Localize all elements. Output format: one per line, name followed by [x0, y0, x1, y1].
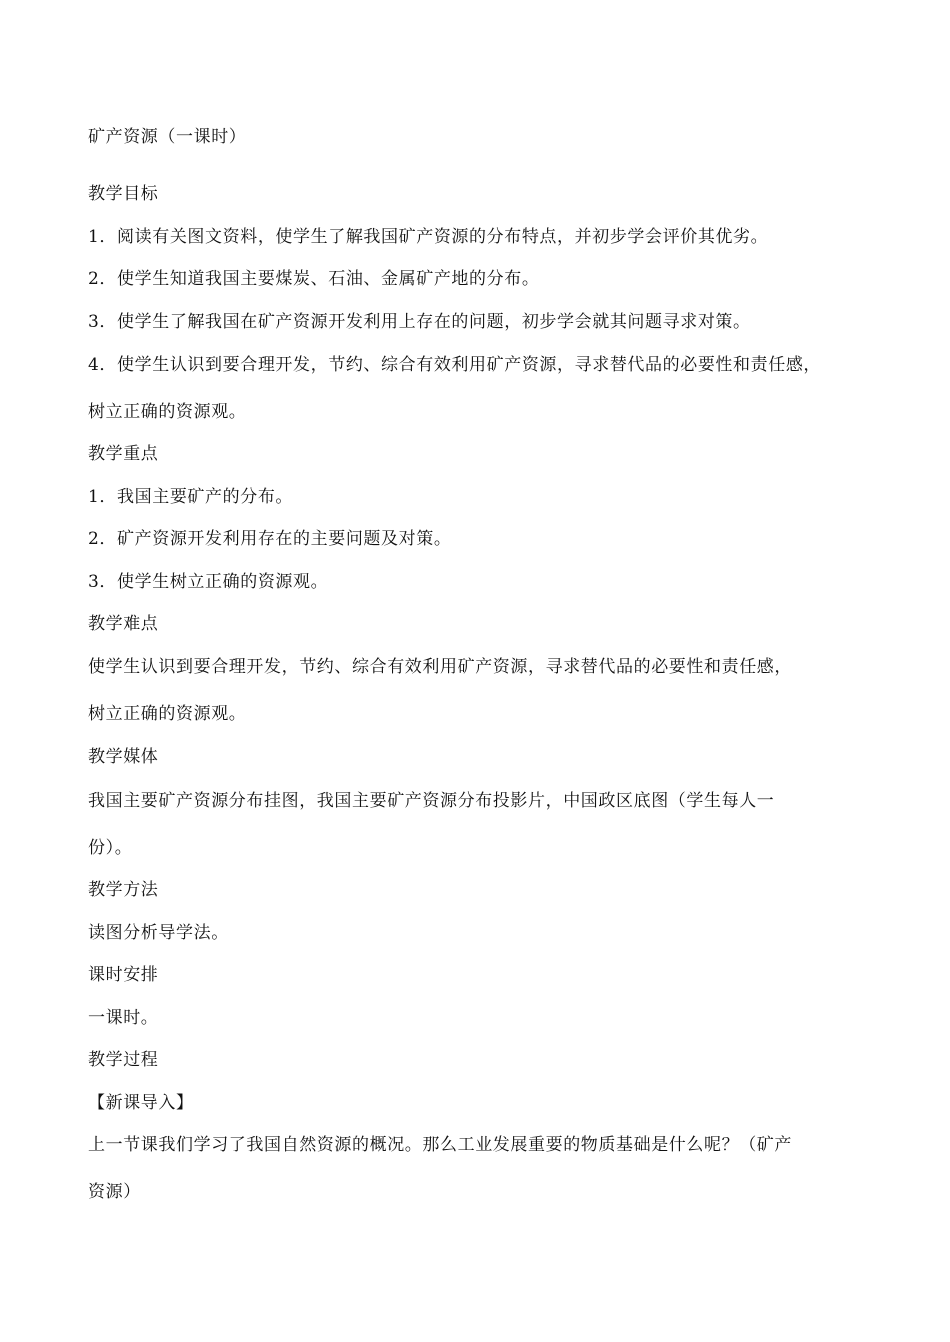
intro-text-cont: 资源） — [88, 1182, 141, 1202]
objective-item-4-cont: 树立正确的资源观。 — [88, 402, 247, 422]
objective-item-3: 3．使学生了解我国在矿产资源开发利用上存在的问题，初步学会就其问题寻求对策。 — [88, 312, 751, 332]
section-heading-key-points: 教学重点 — [88, 444, 159, 464]
objective-item-2: 2．使学生知道我国主要煤炭、石油、金属矿产地的分布。 — [88, 269, 540, 289]
objective-item-1: 1．阅读有关图文资料，使学生了解我国矿产资源的分布特点，并初步学会评价其优劣。 — [88, 227, 769, 247]
objective-item-4: 4．使学生认识到要合理开发，节约、综合有效利用矿产资源，寻求替代品的必要性和责任感， — [88, 355, 822, 375]
section-heading-process: 教学过程 — [88, 1050, 159, 1070]
method-text: 读图分析导学法。 — [88, 923, 229, 943]
key-point-item-2: 2．矿产资源开发利用存在的主要问题及对策。 — [88, 529, 452, 549]
section-heading-objectives: 教学目标 — [88, 184, 159, 204]
document-title: 矿产资源（一课时） — [88, 127, 247, 147]
section-heading-schedule: 课时安排 — [88, 965, 159, 985]
media-text-cont: 份）。 — [88, 838, 133, 858]
schedule-text: 一课时。 — [88, 1008, 159, 1028]
difficulty-text: 使学生认识到要合理开发，节约、综合有效利用矿产资源，寻求替代品的必要性和责任感， — [88, 657, 792, 677]
section-heading-difficulties: 教学难点 — [88, 614, 159, 634]
section-heading-media: 教学媒体 — [88, 747, 159, 767]
difficulty-text-cont: 树立正确的资源观。 — [88, 704, 247, 724]
subsection-heading-intro: 【新课导入】 — [88, 1093, 194, 1113]
media-text: 我国主要矿产资源分布挂图，我国主要矿产资源分布投影片，中国政区底图（学生每人一 — [88, 791, 775, 811]
intro-text: 上一节课我们学习了我国自然资源的概况。那么工业发展重要的物质基础是什么呢？（矿产 — [88, 1135, 792, 1155]
key-point-item-3: 3．使学生树立正确的资源观。 — [88, 572, 329, 592]
section-heading-method: 教学方法 — [88, 880, 159, 900]
key-point-item-1: 1．我国主要矿产的分布。 — [88, 487, 294, 507]
